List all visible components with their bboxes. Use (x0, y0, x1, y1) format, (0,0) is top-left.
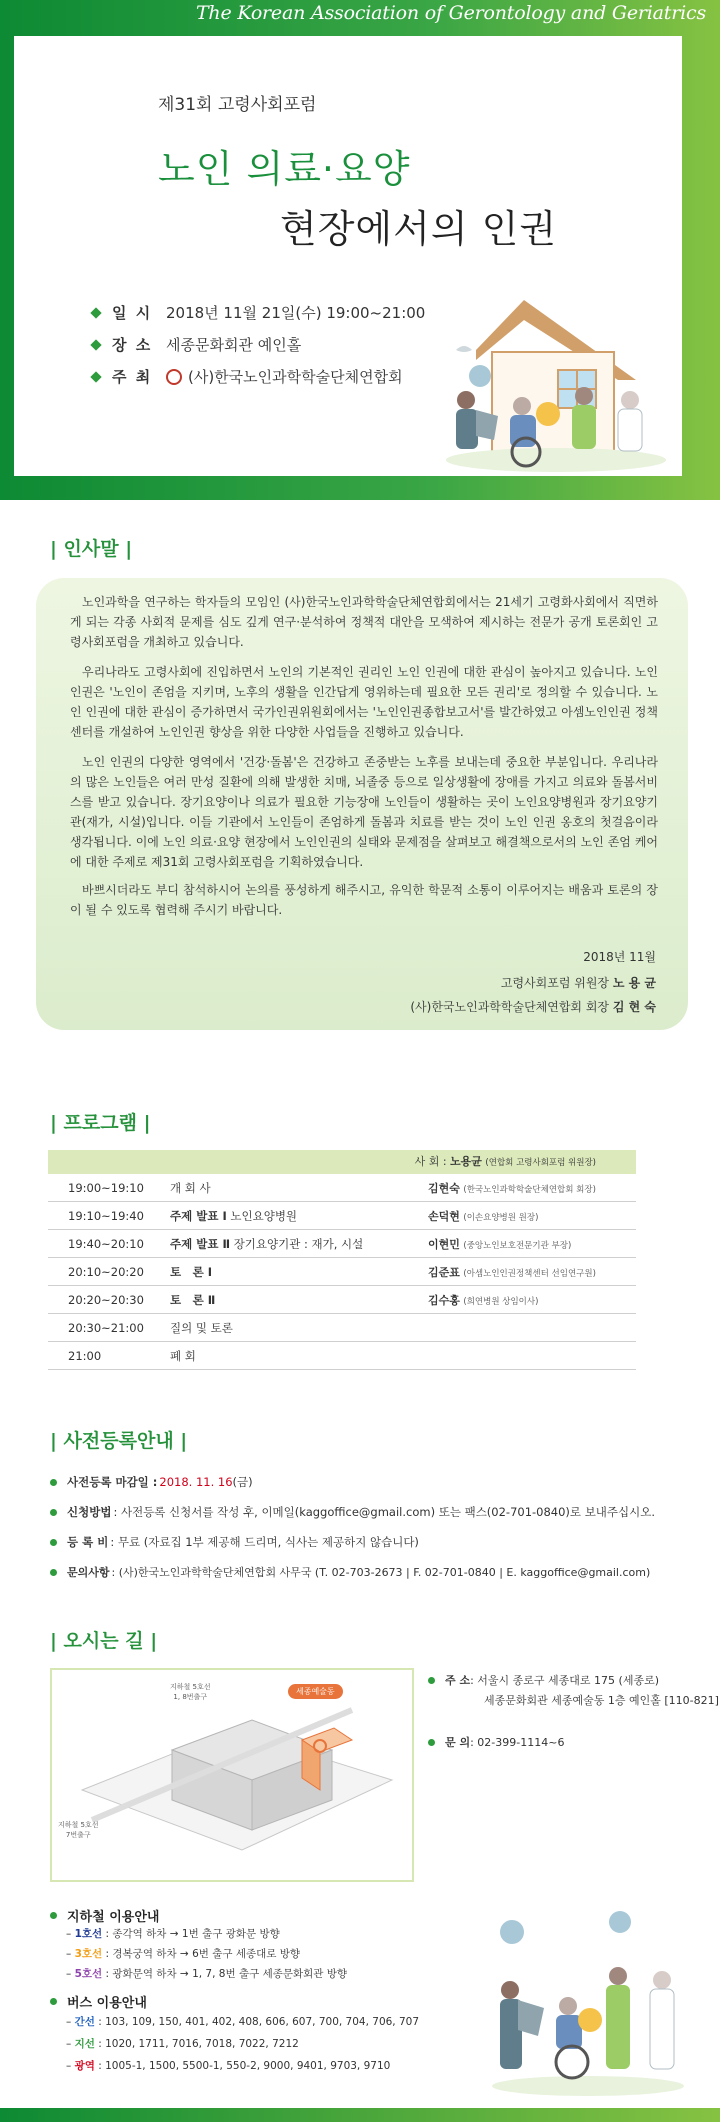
elderly-care-illustration (436, 290, 676, 490)
venue-map-drawing (52, 1670, 412, 1880)
globe-icon (469, 365, 491, 387)
registration-contact: 문의사항 : (사)한국노인과학학술단체연합회 사무국 (T. 02-703-2673 | F. 02-701-0840 | E. kaggoffice@gmail.com) (50, 1564, 650, 1580)
greeting-heading: | 인사말 | (50, 538, 133, 560)
table-row: 19:10~19:40 주제 발표 Ⅰ 노인요양병원 손덕현 (이손요양병원 원장) (48, 1202, 636, 1230)
greeting-date: 2018년 11월 (583, 950, 656, 964)
org-english-name: The Korean Association of Gerontology and Geriatrics (195, 2, 706, 24)
bullet-icon (428, 1739, 435, 1746)
map-label-exit7: 지하철 5호선 7번출구 (58, 1821, 99, 1839)
wheelchair-icon (556, 2046, 588, 2078)
page-title-line1: 노인 의료·요양 (158, 147, 411, 191)
bird-icon (456, 346, 472, 352)
greeting-signer2: (사)한국노인과학학술단체연합회 회장 김 현 숙 (410, 1000, 656, 1014)
bus-heading: 버스 이용안내 (50, 1992, 147, 2011)
forum-number: 제31회 고령사회포럼 (158, 95, 317, 115)
subway-line-5: – 5호선 : 광화문역 하차 → 1, 7, 8번 출구 세종문화회관 방향 (66, 1968, 348, 1980)
lock-icon (578, 2008, 602, 2032)
caregiver-figure-icon (606, 1985, 630, 2069)
globe-icon (609, 1911, 631, 1933)
greeting-paragraph: 노인 인권의 다양한 영역에서 '건강·돌봄'은 건강하고 존중받는 노후를 보내는데 중요한 부분입니다. 우리나라의 많은 노인들은 여러 만성 질환에 의해 발생한 치매, 뇌졸중 등으로 일상생활에 장애를 가지고 의료와 돌봄서비스를 받고 있습니다. 장기요양이나 의료가 필요한 기능장애 노인들이 생활하는 곳이 노인요양병원과 장기요양기관(재가, 시설)입니다. 이들 기관에서 노인들이 존엄하게 돌봄과 치료를 받는 것이 노인 인권 옹호의 첫걸음이라 생각됩니다. 이에 노인 의료·요양 현장에서 노인인권의 실태와 문제점을 살펴보고 해결책으로서의 노인 존엄 케어에 대한 주제로 제31회 고령사회포럼을 기획하였습니다. (70, 755, 658, 869)
greeting-signer1: 고령사회포럼 위원장 노 용 균 (500, 976, 656, 990)
table-row: 21:00 폐 회 (48, 1342, 636, 1370)
lock-icon (536, 402, 560, 426)
greeting-paragraph: 노인과학을 연구하는 학자들의 모임인 (사)한국노인과학학술단체연합회에서는 21세기 고령화사회에서 직면하게 되는 각종 사회적 문제를 심도 깊게 연구·분석하여 정책적 대안을 모색하여 제시하는 전문가 공개 토론회인 고령사회포럼을 개최하고 있습니다. (70, 595, 658, 649)
info-date: 일 시 2018년 11월 21일(수) 19:00~21:00 (92, 302, 425, 323)
venue-address-line2: 세종문화회관 세종예술동 1층 예인홀 [110-821] (484, 1694, 719, 1707)
bullet-icon (50, 1912, 57, 1919)
info-host: 주 최 (사)한국노인과학학술단체연합회 (92, 366, 403, 387)
greeting-paragraph: 바쁘시더라도 부디 참석하시어 논의를 풍성하게 해주시고, 유익한 학문적 소통이 이루어지는 배움과 토론의 장이 될 수 있도록 협력해 주시기 바랍니다. (70, 883, 658, 917)
bullet-icon (50, 1479, 57, 1486)
doctor-figure-icon (618, 409, 642, 451)
directions-heading: | 오시는 길 | (50, 1630, 158, 1652)
map-label-exit8: 지하철 5호선 1, 8번출구 (170, 1683, 211, 1701)
table-row: 19:40~20:10 주제 발표 Ⅱ 장기요양기관 : 재가, 시설 이현민 (중앙노인보호전문기관 부장) (48, 1230, 636, 1258)
registration-method: 신청방법 : 사전등록 신청서를 작성 후, 이메일(kaggoffice@gmail.com) 또는 팩스(02-701-0840)로 보내주십시오. (50, 1504, 655, 1520)
map-label-venue: 세종예술동 (288, 1684, 343, 1699)
subway-heading: 지하철 이용안내 (50, 1906, 159, 1925)
bullet-icon (428, 1677, 435, 1684)
table-row: 20:30~21:00 질의 및 토론 (48, 1314, 636, 1342)
footer-bar (0, 2108, 720, 2122)
bus-express: – 광역 : 1005-1, 1500, 5500-1, 550-2, 9000, 9401, 9703, 9710 (66, 2060, 391, 2072)
venue-map (50, 1668, 414, 1882)
bullet-icon (50, 1998, 57, 2005)
shield-icon (518, 2000, 544, 2036)
diamond-bullet-icon (90, 339, 101, 350)
association-seal-icon (166, 369, 182, 385)
registration-deadline: 사전등록 마감일 : 2018. 11. 16 (금) (50, 1474, 253, 1490)
table-row: 20:20~20:30 토 론 Ⅱ 김수홍 (희연병원 상임이사) (48, 1286, 636, 1314)
diamond-bullet-icon (90, 371, 101, 382)
bullet-icon (50, 1509, 57, 1516)
bullet-icon (50, 1539, 57, 1546)
venue-phone: 문 의 : 02-399-1114~6 (428, 1734, 564, 1750)
globe-icon (500, 1920, 524, 1944)
subway-line-1: – 1호선 : 종각역 하차 → 1번 출구 광화문 방향 (66, 1928, 280, 1940)
page-title-line2: 현장에서의 인권 (280, 207, 558, 251)
program-table (48, 1150, 636, 1370)
registration-fee: 등 록 비 : 무료 (자료집 1부 제공해 드리며, 식사는 제공하지 않습니다) (50, 1534, 419, 1550)
table-row: 19:00~19:10 개 회 사 김현숙 (한국노인과학학술단체연합회 회장) (48, 1174, 636, 1202)
venue-address: 주 소 : 서울시 종로구 세종대로 175 (세종로) (428, 1672, 659, 1688)
table-row: 20:10~20:20 토 론 Ⅰ 김준표 (아셈노인인권정책센터 선임연구원) (48, 1258, 636, 1286)
bullet-icon (50, 1569, 57, 1576)
registration-heading: | 사전등록안내 | (50, 1430, 188, 1452)
program-host-row: 사 회 : 노용균 (연합회 고령사회포럼 위원장) (48, 1150, 636, 1174)
greeting-paragraph: 우리나라도 고령사회에 진입하면서 노인의 기본적인 권리인 노인 인권에 대한 관심이 높아지고 있습니다. 노인 인권은 '노인이 존엄을 지키며, 노후의 생활을 인간답게 영위하는데 필요한 모든 권리'로 정의할 수 있습니다. 노인 인권에 대한 관심이 증가하면서 국가인권위원회에서는 '노인인권종합보고서'를 발간하였고 아셈노인인권 정책센터를 개설하여 노인인권 향상을 위한 다양한 사업들을 진행하고 있습니다. (70, 665, 658, 739)
bus-branch: – 지선 : 1020, 1711, 7016, 7018, 7022, 7212 (66, 2038, 299, 2050)
caregiver-figure-icon (456, 409, 478, 449)
elderly-person-icon (510, 415, 536, 447)
subway-line-3: – 3호선 : 경복궁역 하차 → 6번 출구 세종대로 방향 (66, 1948, 301, 1960)
greeting-box (36, 578, 688, 1030)
elderly-care-illustration-bottom (488, 1910, 688, 2100)
doctor-figure-icon (650, 1989, 674, 2069)
caregiver-figure-icon (572, 405, 596, 449)
diamond-bullet-icon (90, 307, 101, 318)
bus-trunk: – 간선 : 103, 109, 150, 401, 402, 408, 606, 607, 700, 704, 706, 707 (66, 2016, 420, 2028)
program-heading: | 프로그램 | (50, 1112, 151, 1134)
info-venue: 장 소 세종문화회관 예인홀 (92, 334, 301, 355)
